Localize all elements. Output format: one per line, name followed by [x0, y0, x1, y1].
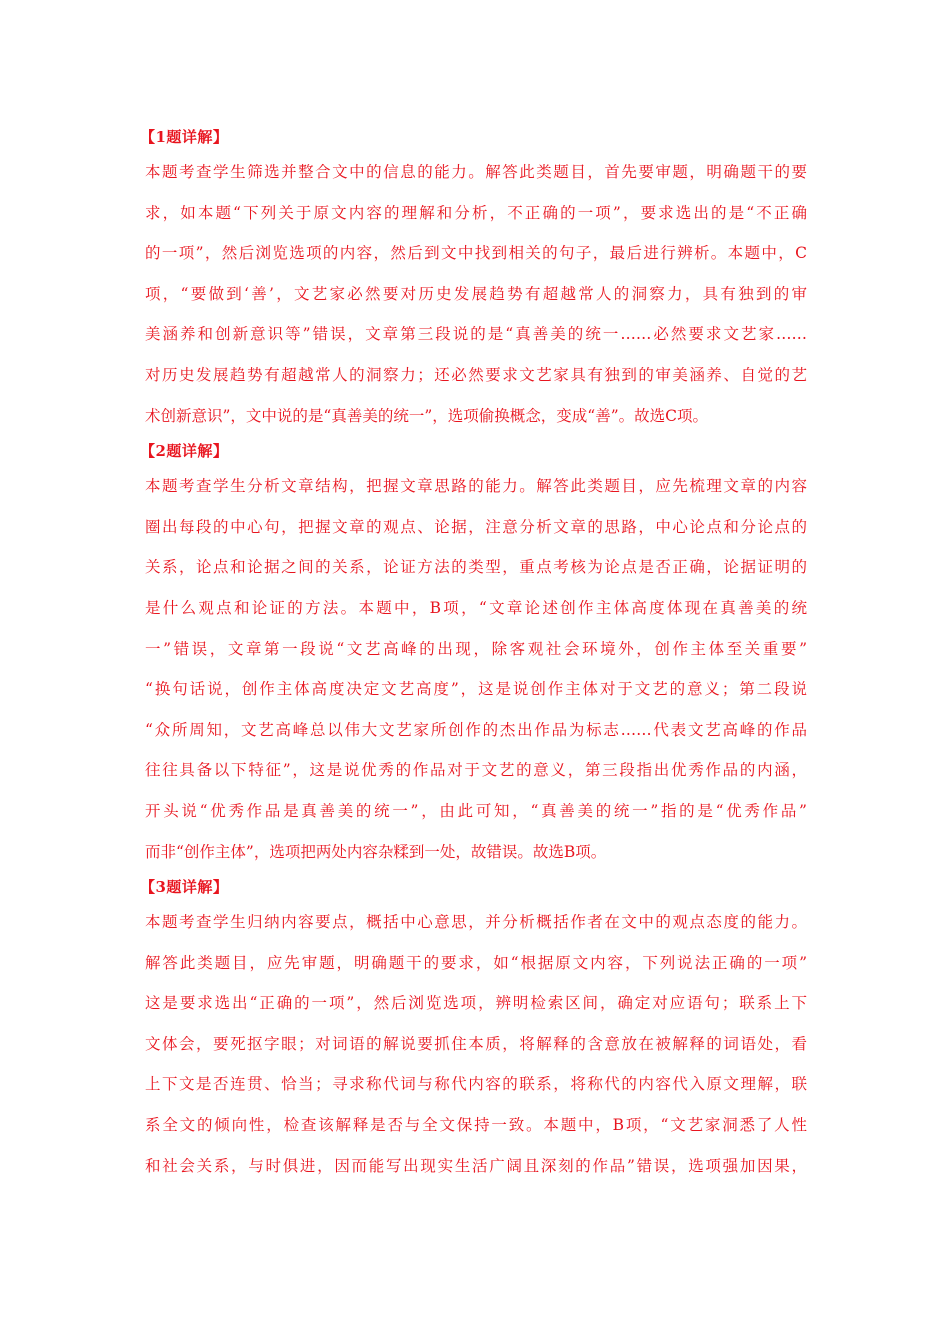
paragraph-line: 上下文是否连贯、恰当；寻求称代词与称代内容的联系，将称代的内容代入原文理解，联: [145, 1075, 807, 1094]
paragraph-line: 术创新意识”，文中说的是“真善美的统一”，选项偷换概念，变成“善”。故选C项。: [145, 406, 708, 425]
paragraph-line: 文体会，要死抠字眼；对词语的解说要抓住本质，将解释的含意放在被解释的词语处，看: [145, 1034, 807, 1053]
paragraph-line: 和社会关系，与时俱进，因而能写出现实生活广阔且深刻的作品”错误，选项强加因果，: [145, 1156, 807, 1175]
paragraph-line: 系全文的倾向性，检查该解释是否与全文保持一致。本题中，B项，“文艺家洞悉了人性: [145, 1116, 807, 1135]
section-q1: [140, 122, 807, 436]
paragraph-line: 求，如本题“下列关于原文内容的理解和分析，不正确的一项”，要求选出的是“不正确: [145, 203, 807, 222]
paragraph-line: 本题考查学生分析文章结构，把握文章思路的能力。解答此类题目，应先梳理文章的内容: [145, 477, 807, 496]
paragraph-line: 解答此类题目，应先审题，明确题干的要求，如“根据原文内容，下列说法正确的一项”: [145, 953, 807, 972]
paragraph-line: 项，“要做到‘善’，文艺家必然要对历史发展趋势有超越常人的洞察力，具有独到的审: [145, 284, 807, 303]
paragraph-line: 本题考查学生筛选并整合文中的信息的能力。解答此类题目，首先要审题，明确题干的要: [145, 163, 807, 181]
section-heading: 【3题详解】: [140, 878, 229, 897]
explanation-document: [140, 122, 807, 1186]
paragraph-line: 而非“创作主体”，选项把两处内容杂糅到一处，故错误。故选B项。: [145, 842, 607, 861]
paragraph-line: 是什么观点和论证的方法。本题中，B项，“文章论述创作主体高度体现在真善美的统: [145, 598, 807, 617]
paragraph-line: 开头说“优秀作品是真善美的统一”，由此可知，“真善美的统一”指的是“优秀作品”: [145, 801, 807, 820]
paragraph-line: 这是要求选出“正确的一项”，然后浏览选项，辨明检索区间，确定对应语句；联系上下: [145, 994, 807, 1013]
paragraph-line: 圈出每段的中心句，把握文章的观点、论据，注意分析文章的思路，中心论点和分论点的: [145, 517, 807, 536]
paragraph-line: 对历史发展趋势有超越常人的洞察力；还必然要求文艺家具有独到的审美涵养、自觉的艺: [145, 365, 807, 384]
section-heading: 【1题详解】: [140, 128, 229, 146]
section-heading: 【2题详解】: [140, 442, 229, 461]
section-q3: [140, 872, 807, 1186]
paragraph-line: 的一项”，然后浏览选项的内容，然后到文中找到相关的句子，最后进行辨析。本题中，C: [145, 244, 807, 263]
paragraph-line: 往往具备以下特征”，这是说优秀的作品对于文艺的意义，第三段指出优秀作品的内涵，: [145, 761, 807, 780]
paragraph-line: 本题考查学生归纳内容要点，概括中心意思，并分析概括作者在文中的观点态度的能力。: [145, 913, 807, 932]
paragraph-line: “换句话说，创作主体高度决定文艺高度”，这是说创作主体对于文艺的意义；第二段说: [145, 680, 807, 699]
paragraph-line: 关系，论点和论据之间的关系，论证方法的类型，重点考核为论点是否正确，论据证明的: [145, 558, 807, 577]
paragraph-line: 一”错误，文章第一段说“文艺高峰的出现，除客观社会环境外，创作主体至关重要”: [145, 639, 807, 658]
section-q2: [140, 436, 807, 872]
paragraph-line: 美涵养和创新意识等”错误，文章第三段说的是“真善美的统一……必然要求文艺家……: [145, 325, 807, 344]
paragraph-line: “众所周知，文艺高峰总以伟大文艺家所创作的杰出作品为标志……代表文艺高峰的作品: [145, 720, 807, 739]
